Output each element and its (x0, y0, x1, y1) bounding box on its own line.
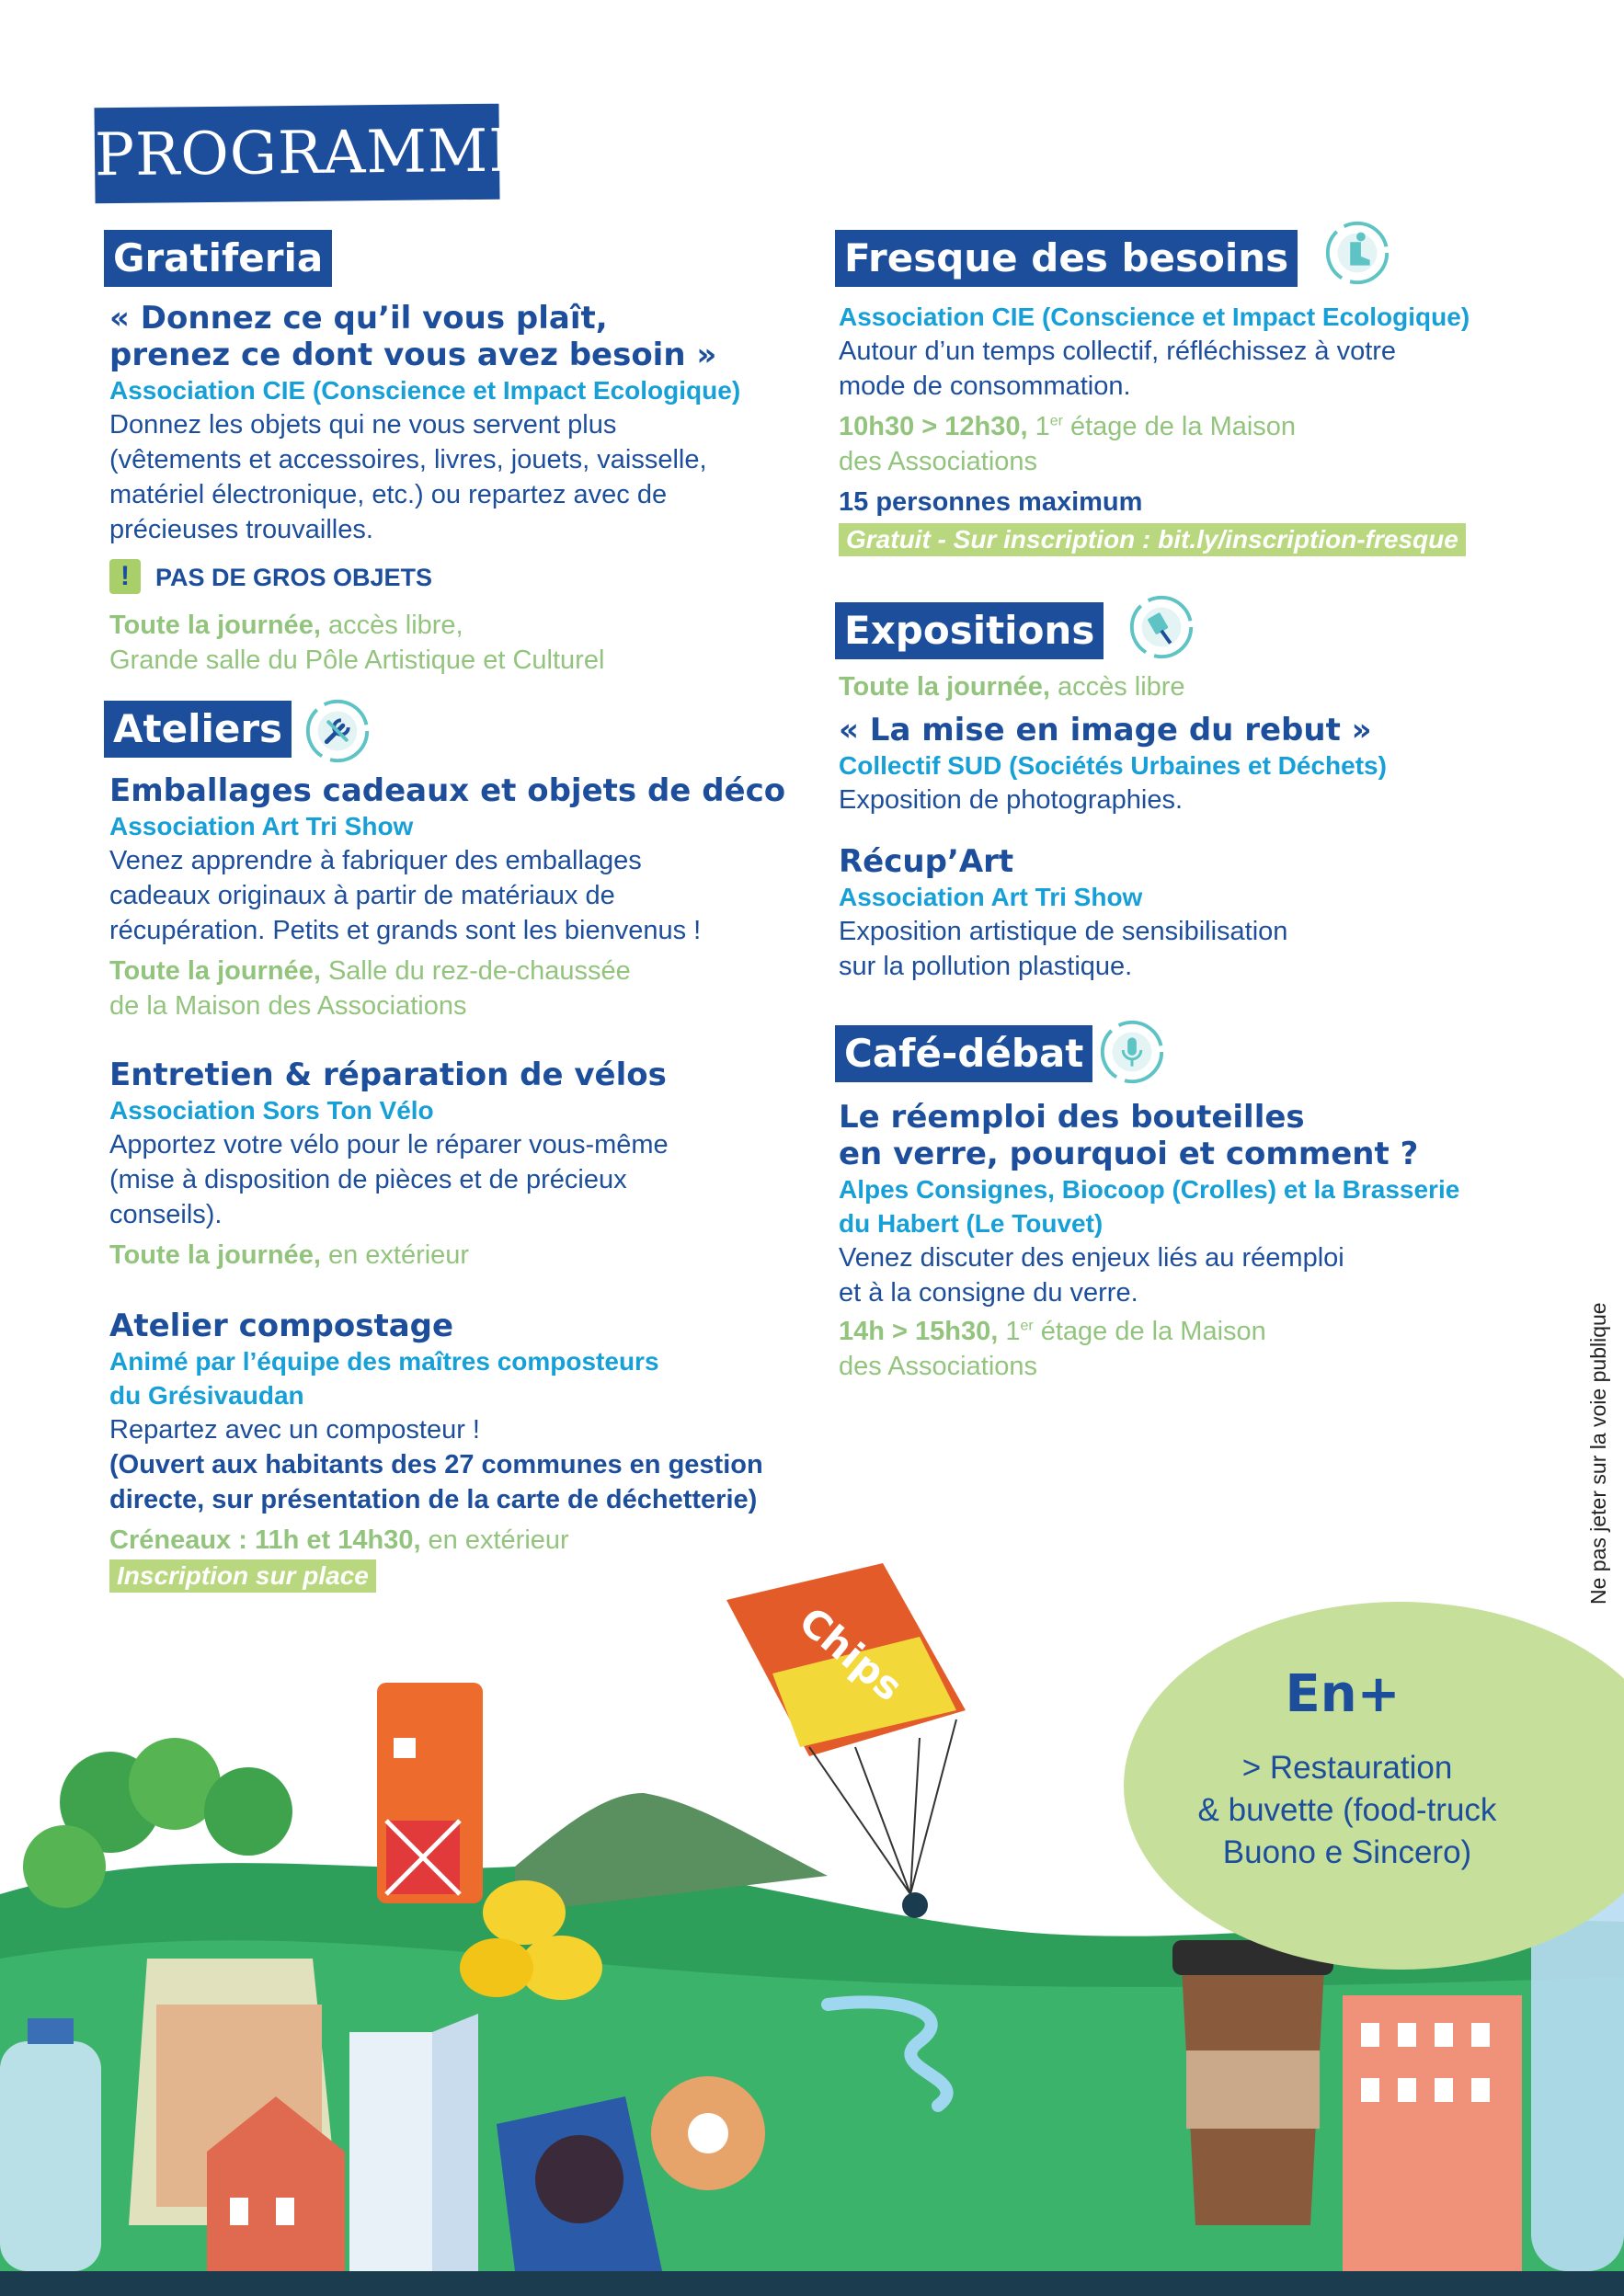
milk-carton-icon (349, 2014, 478, 2271)
desc-line: Exposition artistique de sensibilisation (839, 917, 1288, 946)
atelier-org-line: Animé par l’équipe des maîtres composteurs (109, 1347, 659, 1376)
chips-bag-icon (726, 1563, 966, 1756)
time-rest: Salle du rez-de-chaussée (320, 956, 631, 986)
coffee-cup-icon (1172, 1940, 1333, 2225)
cafe-time (839, 1314, 1593, 1349)
side-note: Ne pas jeter sur la voie publique (1586, 1302, 1610, 1605)
fresque-registration-tag: Gratuit - Sur inscription : bit.ly/inscription-fresque (839, 523, 1466, 556)
time-rest: 1 (998, 1317, 1021, 1346)
atelier-desc (109, 1127, 827, 1232)
desc-line: (mise à disposition de pièces et de précieux (109, 1165, 627, 1194)
desc-line: Autour d’un temps collectif, réfléchissez à votre (839, 337, 1397, 366)
atelier-emballages (109, 772, 827, 1023)
atelier-time (109, 954, 827, 988)
atelier-org: Association Sors Ton Vélo (109, 1096, 434, 1125)
time-label: Toute la journée, (109, 1240, 321, 1270)
desc-line: mode de consommation. (839, 371, 1131, 401)
warning-icon: ! (109, 559, 141, 594)
en-plus-line: > Restauration (1241, 1750, 1453, 1786)
en-plus-title: En+ (1285, 1664, 1401, 1724)
gratiferia-warning (109, 560, 808, 597)
expo-desc (839, 914, 1593, 984)
cafe-title-line: Le réemploi des bouteilles (839, 1099, 1305, 1136)
section-heading-ateliers: Ateliers (104, 701, 292, 758)
section-heading-cafe-debat: Café-débat (835, 1025, 1092, 1082)
expositions-section (839, 669, 1593, 984)
fresque-place: des Associations (839, 447, 1038, 476)
expositions-time (839, 669, 1593, 704)
en-plus-text (1195, 1747, 1499, 1874)
expo-title: Récup’Art (839, 843, 1014, 880)
time-rest: accès libre (1049, 672, 1185, 702)
time-sup: er (1020, 1318, 1034, 1334)
expo-title: « La mise en image du rebut » (839, 712, 1372, 748)
gratiferia-place: Grande salle du Pôle Artistique et Culturel (109, 645, 605, 675)
atelier-time (109, 1238, 827, 1273)
food-can-icon (377, 1683, 483, 1903)
cafe-org-line: Alpes Consignes, Biocoop (Crolles) et la Brasserie (839, 1175, 1460, 1204)
fresque-limit: 15 personnes maximum (839, 487, 1143, 517)
desc-line: sur la pollution plastique. (839, 952, 1133, 981)
atelier-velos (109, 1057, 827, 1273)
gratiferia-time (109, 608, 808, 643)
page-title: PROGRAMME (94, 104, 499, 204)
cafe-desc (839, 1240, 1593, 1310)
time-sup: er (1049, 413, 1063, 429)
fresque-org: Association CIE (Conscience et Impact Ecologique) (839, 303, 1470, 331)
warning-text: PAS DE GROS OBJETS (155, 564, 433, 591)
time-rest: 1 (1027, 412, 1050, 441)
time-rest: étage de la Maison (1033, 1317, 1266, 1346)
desc-line: cadeaux originaux à partir de matériaux de (109, 881, 615, 910)
atelier-bold-line: (Ouvert aux habitants des 27 communes en gestion (109, 1450, 763, 1479)
atelier-title: Atelier compostage (109, 1308, 454, 1344)
desc-line: Venez apprendre à fabriquer des emballages (109, 846, 642, 875)
time-label: 10h30 > 12h30, (839, 412, 1028, 441)
en-plus-line: & buvette (food-truck (1197, 1792, 1497, 1828)
fresque-section (839, 300, 1593, 557)
en-plus-line: Buono e Sincero) (1222, 1834, 1472, 1870)
cafe-title-line: en verre, pourquoi et comment ? (839, 1136, 1419, 1172)
camera-recycle-icon (1126, 591, 1197, 663)
time-label: Toute la journée, (109, 610, 321, 640)
atelier-title: Entretien & réparation de vélos (109, 1057, 667, 1093)
atelier-bold-line: directe, sur présentation de la carte de déchetterie) (109, 1485, 758, 1514)
atelier-title: Emballages cadeaux et objets de déco (109, 772, 786, 809)
desc-line: précieuses trouvailles. (109, 515, 373, 544)
atelier-desc: Repartez avec un composteur ! (109, 1415, 480, 1445)
time-label: Créneaux : 11h et 14h30, (109, 1525, 421, 1555)
expo-org: Association Art Tri Show (839, 883, 1143, 911)
time-rest: en extérieur (420, 1525, 569, 1555)
time-rest: étage de la Maison (1062, 412, 1297, 441)
gratiferia-org: Association CIE (Conscience et Impact Ecologique) (109, 376, 741, 405)
registration-tag: Inscription sur place (109, 1559, 376, 1593)
expo-desc: Exposition de photographies. (839, 785, 1184, 815)
section-heading-gratiferia: Gratiferia (104, 230, 332, 287)
tools-recycle-icon (302, 695, 373, 767)
cafe-org-line: du Habert (Le Touvet) (839, 1209, 1104, 1238)
cafe-place: des Associations (839, 1352, 1038, 1381)
microphone-recycle-icon (1096, 1016, 1168, 1088)
time-rest: accès libre, (320, 610, 463, 640)
time-rest: en extérieur (320, 1240, 470, 1270)
section-heading-expositions: Expositions (835, 602, 1104, 659)
building-icon (1343, 1995, 1522, 2271)
desc-line: Apportez votre vélo pour le réparer vous-même (109, 1130, 669, 1159)
gratiferia-quote-line1: « Donnez ce qu’il vous plaît, (109, 300, 608, 337)
desc-line: et à la consigne du verre. (839, 1278, 1138, 1308)
fresque-time (839, 409, 1593, 444)
gratiferia-section (109, 300, 808, 678)
desc-line: conseils). (109, 1200, 223, 1229)
time-label: 14h > 15h30, (839, 1317, 999, 1346)
fresque-desc (839, 334, 1593, 404)
desc-line: matériel électronique, etc.) ou repartez avec de (109, 480, 668, 509)
gratiferia-desc (109, 407, 808, 547)
section-heading-fresque: Fresque des besoins (835, 230, 1298, 287)
time-label: Toute la journée, (839, 672, 1050, 702)
chips-label: Chips (790, 1598, 911, 1710)
atelier-org: Association Art Tri Show (109, 812, 414, 840)
gratiferia-quote-line2: prenez ce dont vous avez besoin » (109, 337, 717, 373)
desc-line: récupération. Petits et grands sont les bienvenus ! (109, 916, 702, 945)
atelier-time (109, 1523, 836, 1558)
atelier-org-line: du Grésivaudan (109, 1381, 304, 1410)
desc-line: Venez discuter des enjeux liés au réemploi (839, 1243, 1344, 1273)
time-label: Toute la journée, (109, 956, 321, 986)
atelier-compostage (109, 1308, 836, 1593)
atelier-place: de la Maison des Associations (109, 991, 467, 1021)
atelier-desc (109, 843, 827, 948)
desc-line: (vêtements et accessoires, livres, jouets, vaisselle, (109, 445, 707, 474)
cafe-section (839, 1099, 1593, 1384)
desc-line: Donnez les objets qui ne vous servent plus (109, 410, 617, 440)
expo-org: Collectif SUD (Sociétés Urbaines et Déchets) (839, 751, 1387, 780)
boot-recycle-icon (1321, 217, 1393, 289)
